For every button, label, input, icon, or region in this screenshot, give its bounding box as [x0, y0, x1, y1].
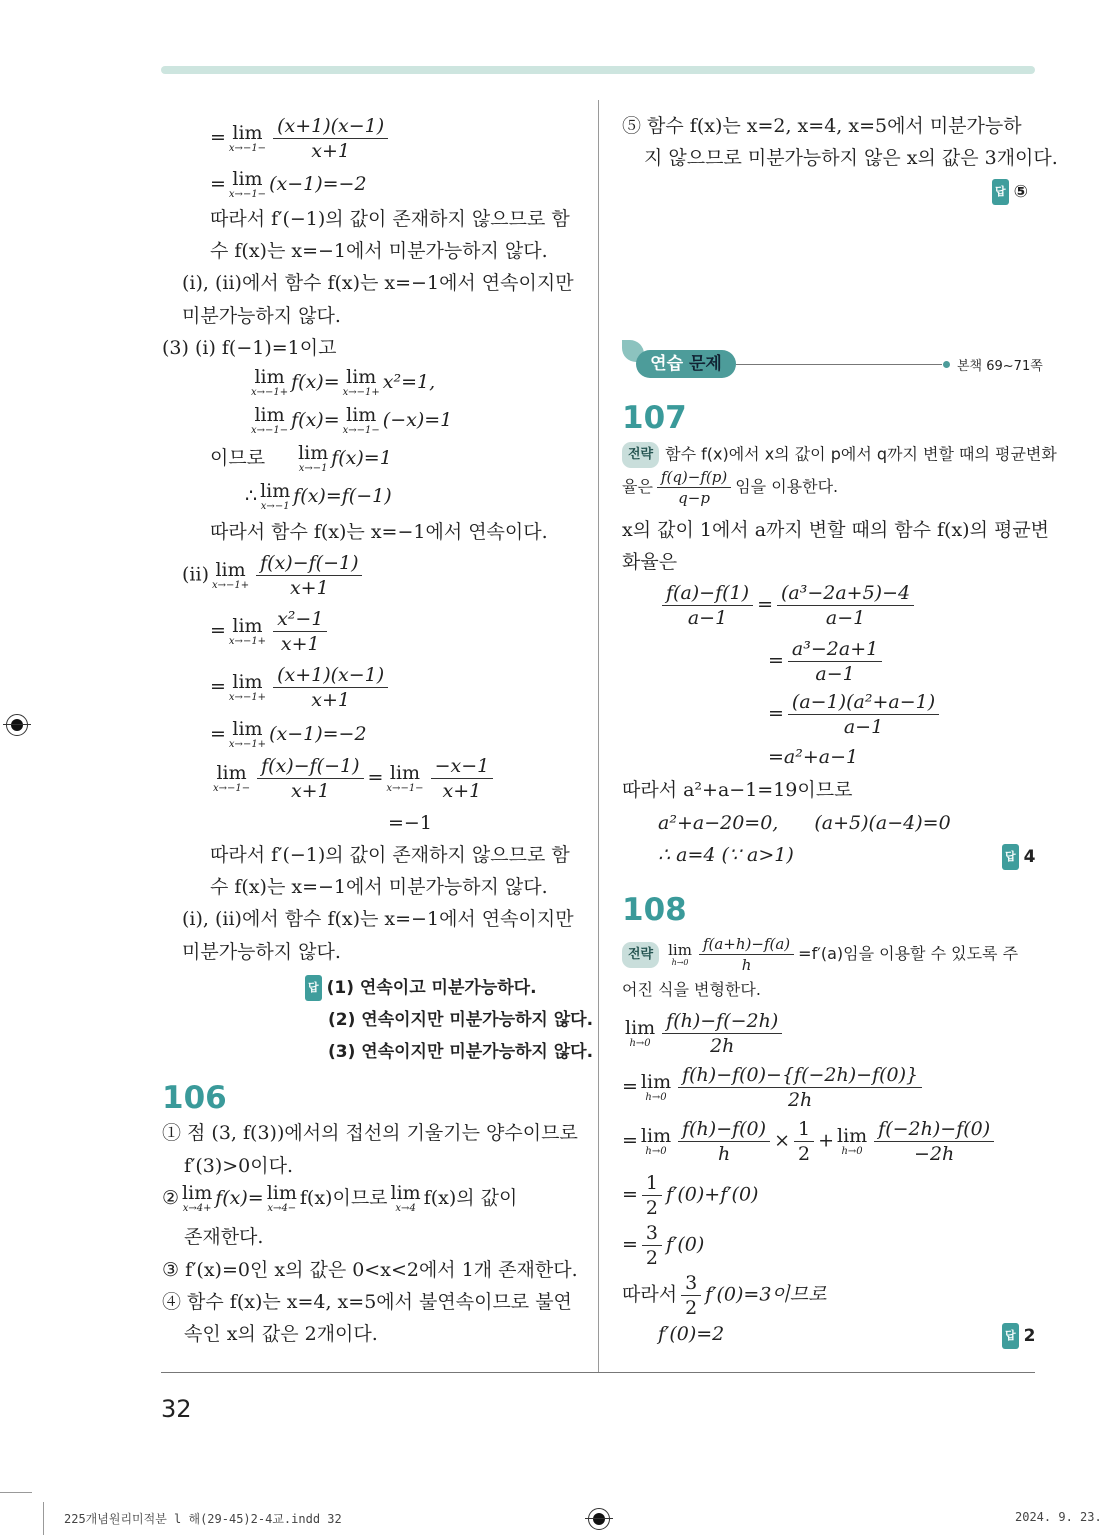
math-line: ∴ lim x→−1 f(x)=f(−1) — [245, 480, 392, 512]
strategy-badge: 전략 — [622, 942, 659, 968]
math-line: = lim x→−1− (x−1)=−2 — [210, 168, 367, 200]
math-line: 이므로 lim x→−1 f(x)=1 — [210, 442, 392, 474]
crop-mark — [0, 1492, 32, 1493]
math-line: = lim x→−1+ $\frac{(x+1)(x-1)}{x+1}$ — [210, 664, 392, 711]
text-line: f′(3)>0이다. — [184, 1155, 294, 1177]
math-line: f′(0)=2 — [658, 1323, 725, 1345]
strategy-line: 전략 lim h→0 $\frac{f(a+h)-f(a)}{h}$ =f′(a)임을 이용할 수 있도록 주 — [622, 935, 1018, 974]
math-line: ② lim x→4+ f(x)= lim x→4− f(x)이므로 lim x→4 f(x)의 값이 — [162, 1182, 518, 1214]
answer-106: 답 ⑤ — [992, 179, 1028, 205]
math-line: $\frac{f(a)-f(1)}{a-1}$ = $\frac{\text{(a³−2a+5)−4}}{a-1}$ — [658, 582, 918, 629]
answer-108: 답 2 — [1002, 1323, 1035, 1349]
math-line: ∴ a=4 (∵ a>1) — [658, 844, 794, 866]
page-number: 32 — [161, 1395, 192, 1423]
math-line: = $\frac{1}{2}$ f′(0)+f′(0) — [622, 1172, 759, 1219]
math-line: = lim x→−1− $\frac{(x+1)(x-1)}{x+1}$ — [210, 115, 392, 162]
bullet-icon — [943, 361, 950, 368]
problem-number-106: 106 — [162, 1080, 227, 1116]
math-line: lim x→−1− $\frac{f(x)-f(-1)}{x+1}$ = lim x→−1− $\frac{-x-1}{x+1}$ — [210, 755, 497, 802]
answer-1: 답 (1) 연속이고 미분가능하다. — [305, 975, 537, 1001]
answer-badge: 답 — [1002, 844, 1019, 870]
math-line: =−1 — [388, 812, 432, 834]
answer-badge: 답 — [305, 975, 322, 1001]
text-line: ① 점 (3, f(3))에서의 접선의 기울기는 양수이므로 — [162, 1122, 578, 1144]
math-line: a²+a−20=0, (a+5)(a−4)=0 — [658, 812, 951, 834]
crop-mark — [43, 1502, 44, 1535]
text-line: 속인 x의 값은 2개이다. — [184, 1323, 378, 1345]
text-line: 따라서 f′(−1)의 값이 존재하지 않으므로 함 — [210, 844, 570, 866]
text-line: 지 않으므로 미분가능하지 않은 x의 값은 3개이다. — [644, 147, 1058, 169]
math-line: = lim h→0 $\frac{f(h)-f(0)}{h}$ × $\frac{1}{2}$ + lim h→0 $\frac{f(-2h)-f(0)}{-2h}$ — [622, 1118, 998, 1165]
math-line: (ii) lim x→−1+ $\frac{f(x)-f(-1)}{x+1}$ — [182, 552, 366, 599]
part3-heading: (3) (i) f(−1)=1이고 — [162, 337, 337, 359]
answer-2: (2) 연속이지만 미분가능하지 않다. — [328, 1010, 594, 1030]
header-bar — [161, 66, 1035, 74]
math-line: = lim x→−1+ $\frac{\text{x²−1}}{x+1}$ — [210, 608, 331, 655]
footer-date: 2024. 9. 23. — [1015, 1510, 1102, 1524]
math-line: lim h→0 $\frac{f(h)-f(-2h)}{2h}$ — [622, 1010, 786, 1057]
text-line: 수 f(x)는 x=−1에서 미분가능하지 않다. — [210, 240, 548, 262]
text-line: 따라서 f′(−1)의 값이 존재하지 않으므로 함 — [210, 208, 570, 230]
text-line: 따라서 함수 f(x)는 x=−1에서 연속이다. — [210, 521, 548, 543]
answer-107: 답 4 — [1002, 844, 1035, 870]
text-line: 화율은 — [622, 551, 678, 573]
section-banner: 연습 문제 — [636, 350, 736, 378]
math-line: lim x→−1− f(x)= lim x→−1− (−x)=1 — [251, 404, 453, 436]
bottom-rule — [161, 1372, 1035, 1373]
math-line: lim x→−1+ f(x)= lim x→−1+ x²=1, — [251, 366, 436, 398]
column-divider — [598, 100, 599, 1372]
math-line: = lim h→0 $\frac{f(h)-f(0)-\{f(-2h)-f(0)\}}{2h}$ — [622, 1064, 926, 1111]
text-line: ③ f′(x)=0인 x의 값은 0<x<2에서 1개 존재한다. — [162, 1259, 578, 1281]
text-line: 미분가능하지 않다. — [182, 305, 341, 327]
answer-badge: 답 — [992, 179, 1009, 205]
math-line: = lim x→−1+ (x−1)=−2 — [210, 718, 367, 750]
banner-rule — [736, 364, 942, 365]
math-line: = $\frac{\text{(a−1)(a²+a−1)}}{a-1}$ — [768, 691, 943, 738]
problem-number-108: 108 — [622, 892, 687, 928]
strategy-badge: 전략 — [622, 442, 659, 468]
text-line: (i), (ii)에서 함수 f(x)는 x=−1에서 연속이지만 — [182, 272, 574, 294]
answer-badge: 답 — [1002, 1323, 1019, 1349]
footer-filename: 225개념원리미적분 l 해(29-45)2-4교.indd 32 — [64, 1512, 342, 1526]
strategy-line: 어진 식을 변형한다. — [622, 980, 761, 999]
math-line: =a²+a−1 — [768, 746, 859, 768]
text-line: (i), (ii)에서 함수 f(x)는 x=−1에서 연속이지만 — [182, 908, 574, 930]
math-line: 따라서 $\frac{3}{2}$ f′(0)=3이므로 — [622, 1272, 827, 1319]
math-line: = $\frac{\text{a³−2a+1}}{a-1}$ — [768, 638, 886, 685]
text-line: ⑤ 함수 f(x)는 x=2, x=4, x=5에서 미분가능하 — [622, 115, 1022, 137]
answer-3: (3) 연속이지만 미분가능하지 않다. — [328, 1042, 594, 1062]
text-line: 따라서 a²+a−1=19이므로 — [622, 779, 853, 801]
text-line: 수 f(x)는 x=−1에서 미분가능하지 않다. — [210, 876, 548, 898]
text-line: 존재한다. — [184, 1226, 264, 1248]
textbook-reference: 본책 69~71쪽 — [957, 359, 1043, 374]
text-line: 미분가능하지 않다. — [182, 941, 341, 963]
registration-mark-icon — [588, 1508, 610, 1530]
strategy-line: 율은 $\frac{f(q)-f(p)}{q-p}$ 임을 이용한다. — [622, 468, 839, 507]
problem-number-107: 107 — [622, 400, 687, 436]
math-line: = $\frac{3}{2}$ f′(0) — [622, 1222, 705, 1269]
text-line: ④ 함수 f(x)는 x=4, x=5에서 불연속이므로 불연 — [162, 1291, 572, 1313]
registration-mark-icon — [6, 714, 28, 736]
strategy-line: 전략 함수 f(x)에서 x의 값이 p에서 q까지 변할 때의 평균변화 — [622, 442, 1057, 468]
text-line: x의 값이 1에서 a까지 변할 때의 함수 f(x)의 평균변 — [622, 519, 1050, 541]
